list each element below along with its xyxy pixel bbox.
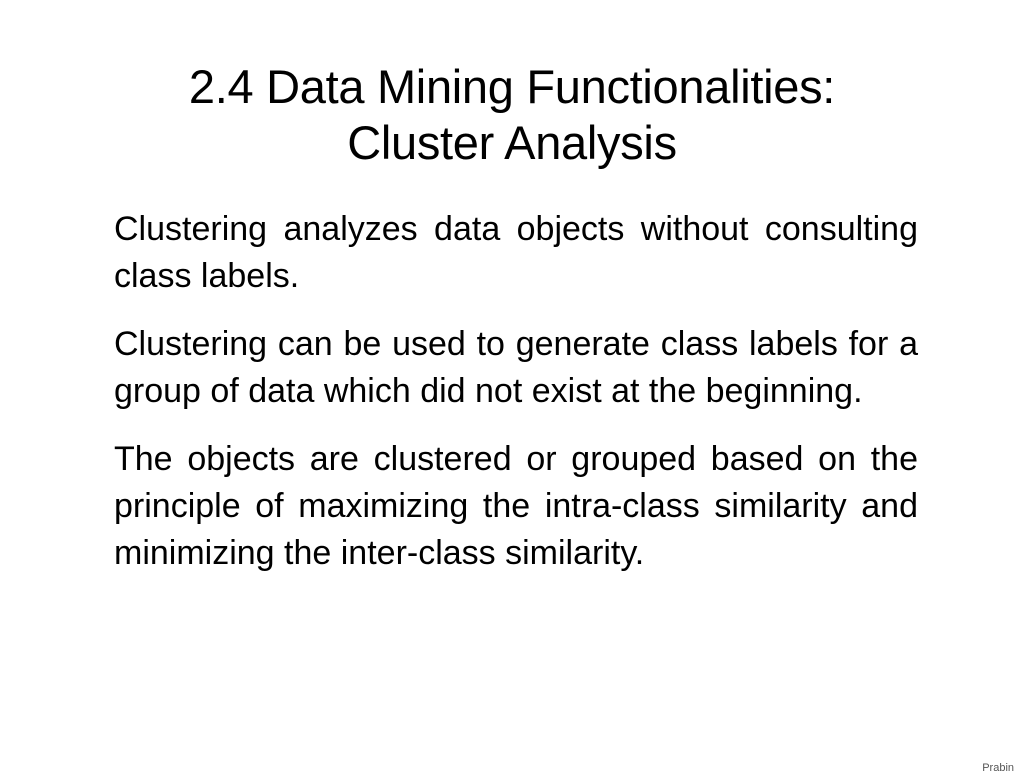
- paragraph-clustering-definition: Clustering analyzes data objects without consulting class labels.: [114, 210, 918, 295]
- slide-body: [114, 206, 918, 598]
- slide-footer: Prabin: [982, 762, 1014, 774]
- slide-title: [60, 59, 964, 171]
- paragraph-class-label-generation: Clustering can be used to generate class labels for a group of data which did not exist at the beginning.: [114, 325, 918, 410]
- paragraph-clustering-principle: The objects are clustered or grouped based on the principle of maximizing the intra-class similarity and minimizing the inter-class similarity.: [114, 440, 918, 572]
- slide-title-line-1: 2.4 Data Mining Functionalities:: [188, 60, 836, 113]
- slide-title-line-2: Cluster Analysis: [347, 116, 677, 169]
